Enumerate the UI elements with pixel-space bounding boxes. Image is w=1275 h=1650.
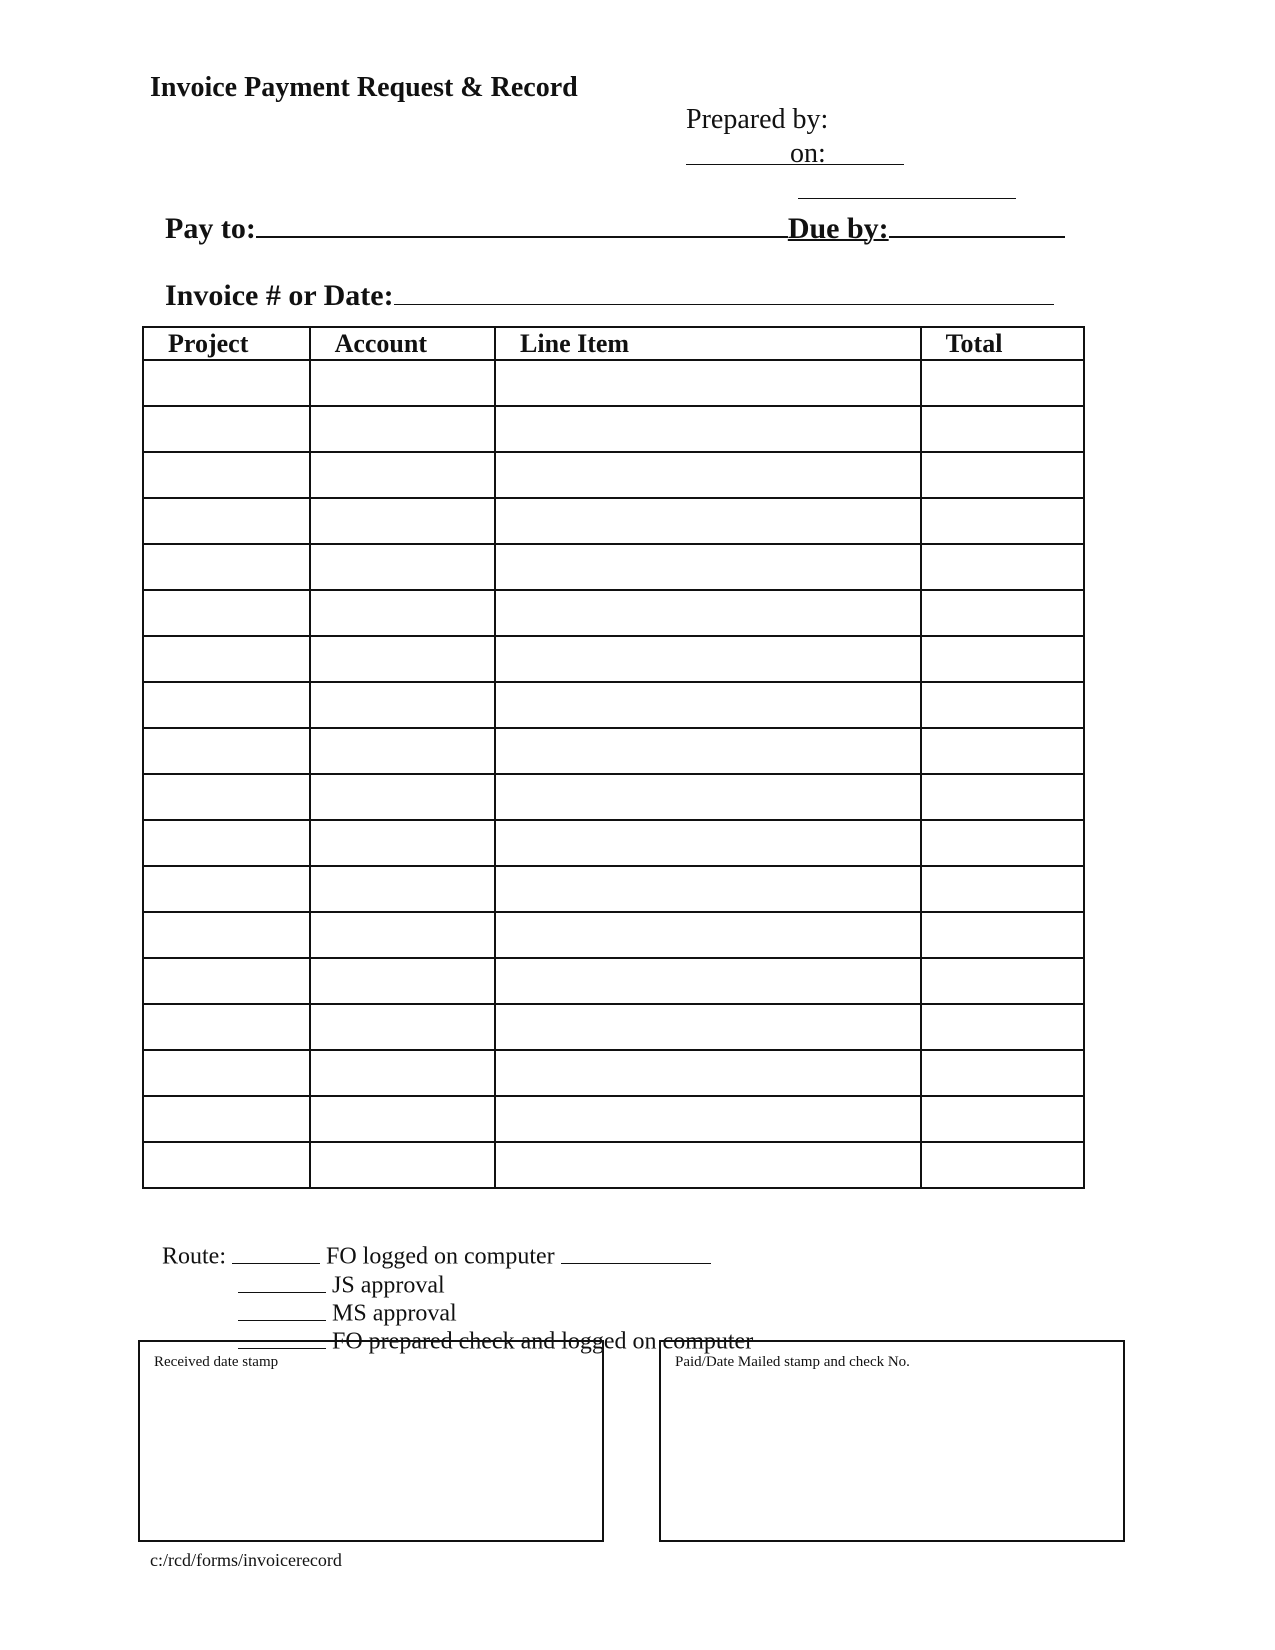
cell-line-item[interactable]: [495, 406, 921, 452]
cell-total[interactable]: [921, 360, 1084, 406]
cell-line-item[interactable]: [495, 360, 921, 406]
fo-logged-blank[interactable]: [561, 1241, 711, 1264]
cell-account[interactable]: [310, 682, 495, 728]
cell-account[interactable]: [310, 1050, 495, 1096]
invoice-row: [150, 240, 1054, 313]
cell-line-item[interactable]: [495, 958, 921, 1004]
paid-stamp-label: Paid/Date Mailed stamp and check No.: [675, 1354, 910, 1370]
cell-total[interactable]: [921, 406, 1084, 452]
table-row: [143, 360, 1084, 406]
route-item-fo-logged: FO logged on computer: [326, 1243, 555, 1270]
cell-line-item[interactable]: [495, 590, 921, 636]
received-stamp-box[interactable]: [138, 1340, 604, 1542]
cell-account[interactable]: [310, 1096, 495, 1142]
cell-line-item[interactable]: [495, 866, 921, 912]
table-row: [143, 452, 1084, 498]
cell-line-item[interactable]: [495, 912, 921, 958]
route-item-js-approval: JS approval: [332, 1272, 445, 1299]
invoice-label: Invoice # or Date:: [165, 279, 394, 312]
cell-total[interactable]: [921, 682, 1084, 728]
cell-line-item[interactable]: [495, 1050, 921, 1096]
cell-project[interactable]: [143, 728, 310, 774]
cell-project[interactable]: [143, 636, 310, 682]
cell-project[interactable]: [143, 406, 310, 452]
cell-project[interactable]: [143, 360, 310, 406]
form-title: Invoice Payment Request & Record: [150, 72, 578, 103]
cell-account[interactable]: [310, 636, 495, 682]
cell-line-item[interactable]: [495, 1142, 921, 1188]
received-stamp-label: Received date stamp: [154, 1354, 279, 1370]
cell-total[interactable]: [921, 774, 1084, 820]
table-row: [143, 544, 1084, 590]
table-row: [143, 728, 1084, 774]
cell-total[interactable]: [921, 1096, 1084, 1142]
line-items-table: [142, 326, 1085, 1189]
cell-project[interactable]: [143, 820, 310, 866]
cell-total[interactable]: [921, 912, 1084, 958]
cell-total[interactable]: [921, 728, 1084, 774]
cell-account[interactable]: [310, 1004, 495, 1050]
cell-project[interactable]: [143, 866, 310, 912]
due-by-label: Due by:: [787, 212, 889, 245]
cell-total[interactable]: [921, 544, 1084, 590]
table-row: [143, 866, 1084, 912]
pay-to-blank[interactable]: [256, 206, 788, 238]
cell-project[interactable]: [143, 498, 310, 544]
cell-total[interactable]: [921, 1142, 1084, 1188]
table-row: [143, 590, 1084, 636]
cell-account[interactable]: [310, 728, 495, 774]
column-header-account: Account: [310, 327, 495, 360]
column-header-total: Total: [921, 327, 1084, 360]
cell-project[interactable]: [143, 452, 310, 498]
table-row: [143, 912, 1084, 958]
cell-line-item[interactable]: [495, 498, 921, 544]
cell-line-item[interactable]: [495, 774, 921, 820]
cell-account[interactable]: [310, 498, 495, 544]
cell-total[interactable]: [921, 958, 1084, 1004]
cell-total[interactable]: [921, 452, 1084, 498]
cell-line-item[interactable]: [495, 682, 921, 728]
prepared-on-label: on:: [790, 138, 826, 169]
cell-total[interactable]: [921, 1004, 1084, 1050]
cell-project[interactable]: [143, 912, 310, 958]
prepared-by-label: Prepared by:: [686, 104, 829, 135]
cell-account[interactable]: [310, 774, 495, 820]
cell-total[interactable]: [921, 1050, 1084, 1096]
table-row: [143, 682, 1084, 728]
table-row: [143, 958, 1084, 1004]
cell-project[interactable]: [143, 1050, 310, 1096]
cell-project[interactable]: [143, 1142, 310, 1188]
cell-account[interactable]: [310, 912, 495, 958]
cell-project[interactable]: [143, 1096, 310, 1142]
table-row: [143, 1004, 1084, 1050]
cell-project[interactable]: [143, 544, 310, 590]
cell-account[interactable]: [310, 820, 495, 866]
table-row: [143, 774, 1084, 820]
cell-account[interactable]: [310, 406, 495, 452]
table-row: [143, 820, 1084, 866]
cell-project[interactable]: [143, 590, 310, 636]
table-header-row: [143, 327, 1084, 360]
cell-project[interactable]: [143, 958, 310, 1004]
cell-total[interactable]: [921, 820, 1084, 866]
cell-total[interactable]: [921, 498, 1084, 544]
cell-total[interactable]: [921, 866, 1084, 912]
table-row: [143, 1142, 1084, 1188]
table-body: [143, 360, 1084, 1188]
invoice-blank[interactable]: [394, 274, 1054, 305]
cell-line-item[interactable]: [495, 1096, 921, 1142]
cell-account[interactable]: [310, 866, 495, 912]
route-item-ms-approval: MS approval: [332, 1300, 457, 1327]
pay-to-row: [150, 172, 1065, 246]
cell-account[interactable]: [310, 544, 495, 590]
cell-line-item[interactable]: [495, 636, 921, 682]
cell-line-item[interactable]: [495, 820, 921, 866]
table-row: [143, 1096, 1084, 1142]
route-label: Route:: [162, 1243, 226, 1270]
cell-line-item[interactable]: [495, 452, 921, 498]
column-header-project: Project: [143, 327, 310, 360]
paid-stamp-box[interactable]: [659, 1340, 1125, 1542]
cell-project[interactable]: [143, 1004, 310, 1050]
cell-total[interactable]: [921, 590, 1084, 636]
cell-project[interactable]: [143, 774, 310, 820]
route-item-fo-prepared: FO prepared check and logged on computer: [332, 1328, 754, 1355]
cell-project[interactable]: [143, 682, 310, 728]
cell-line-item[interactable]: [495, 544, 921, 590]
table-row: [143, 498, 1084, 544]
cell-total[interactable]: [921, 636, 1084, 682]
cell-account[interactable]: [310, 590, 495, 636]
table-row: [143, 636, 1084, 682]
cell-account[interactable]: [310, 452, 495, 498]
pay-to-label: Pay to:: [165, 212, 256, 245]
footer-file-path: c:/rcd/forms/invoicerecord: [150, 1550, 342, 1570]
cell-account[interactable]: [310, 958, 495, 1004]
cell-line-item[interactable]: [495, 728, 921, 774]
cell-line-item[interactable]: [495, 1004, 921, 1050]
table-row: [143, 406, 1084, 452]
cell-account[interactable]: [310, 1142, 495, 1188]
column-header-line-item: Line Item: [495, 327, 921, 360]
table-row: [143, 1050, 1084, 1096]
due-by-blank[interactable]: [889, 206, 1065, 238]
cell-account[interactable]: [310, 360, 495, 406]
